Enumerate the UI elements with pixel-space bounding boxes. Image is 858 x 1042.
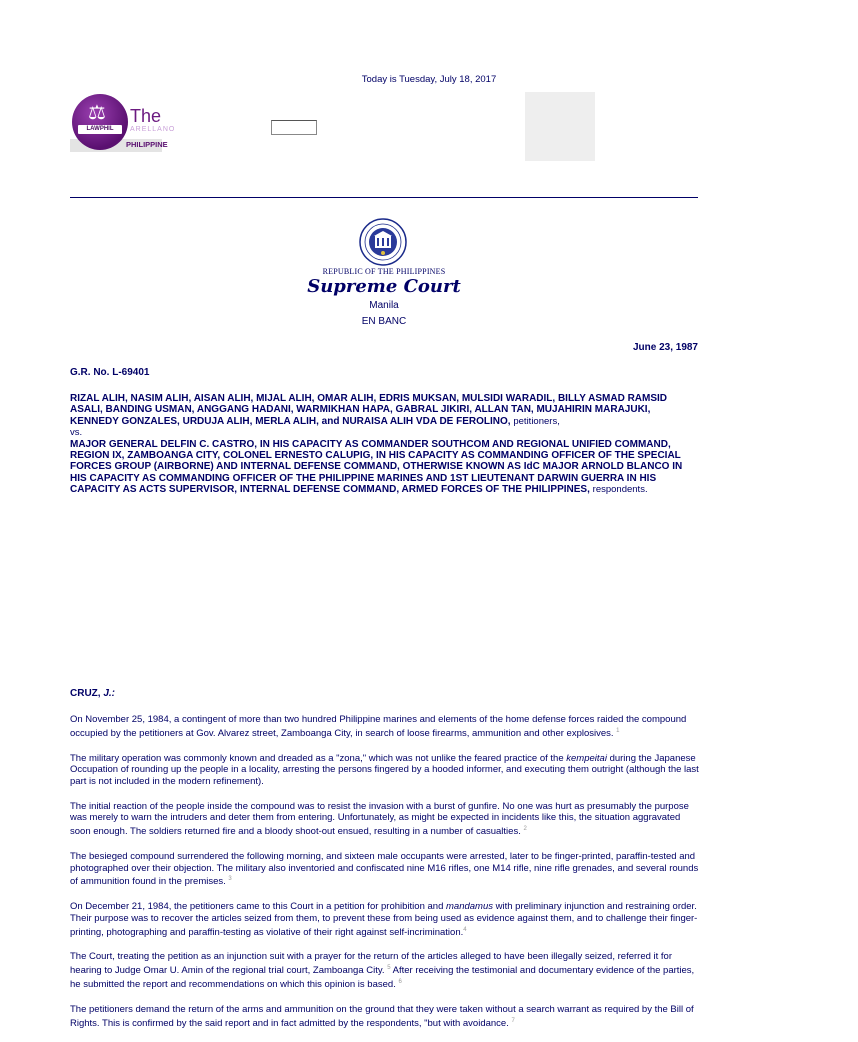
- case-parties: [70, 393, 700, 496]
- petitioners-names: RIZAL ALIH, NASIM ALIH, AISAN ALIH, MIJAL ALIH, OMAR ALIH, EDRIS MUKSAN, MULSIDI WARADIL, BILLY ASMAD RAMSID ASALI, BANDING USMAN, ANGGANG HADANI, WARMIKHAN HAPA, GABRAL JIKIRI, ALLAN TAN, MUJAHIRIN MARAJUKI, KENNEDY GONZALES, URDUJA ALIH, MERLA ALIH, and NURAISA ALIH VDA DE FEROLINO,: [70, 393, 668, 427]
- lawphil-logo[interactable]: [70, 92, 176, 154]
- logo-title: The: [130, 106, 162, 126]
- court-name: Supreme Court: [307, 276, 461, 297]
- paragraph: The military operation was commonly known and dreaded as a "zona," which was not unlike the feared practice of the kempeitai during the Japanese Occupation of rounding up the people in a locality, arresting the persons fingered by a hooded informer, and executing them outright (although the last part is not included in the modern refinement).: [70, 752, 699, 787]
- paragraph: The petitioners demand the return of the arms and ammunition on the ground that they were taken without a search warrant as required by the Bill of Rights. This is confirmed by the said report and in fact admitted by the respondents, "but with avoidance. $^7$: [70, 1003, 694, 1029]
- paragraph: The initial reaction of the people inside the compound was to resist the invasion with a burst of gunfire. No one was hurt as presumably the purpose was merely to warn the intruders and deter them from entering. Unfortunately, as might be expected in incidents like this, the situation aggravated soon enough. The soldiers returned fire and a bloody shoot-out ensued, resulting in a number of casualties. $^2$: [70, 800, 689, 838]
- division-label: EN BANC: [361, 316, 407, 327]
- footnote-link[interactable]: 6: [398, 979, 402, 986]
- case-number: G.R. No. L-69401: [70, 367, 150, 378]
- scales-of-justice-icon: ⚖: [88, 102, 106, 124]
- footnote-link[interactable]: 2: [523, 826, 527, 833]
- today-date: Today is Tuesday, July 18, 2017: [361, 74, 497, 85]
- footnote-link[interactable]: 7: [511, 1017, 515, 1024]
- footnote-link[interactable]: 4: [463, 926, 467, 933]
- search-input[interactable]: [271, 120, 317, 135]
- paragraph: The Court, treating the petition as an injunction suit with a prayer for the return of the articles alleged to have been illegally seized, referred it for hearing to Judge Omar U. Amin of the regional trial court, Zamboanga City. $^5$ After receiving the testimonial and documentary evidence of the parties, he submitted the report and recommendations on which this opinion is based. $^6$: [70, 951, 695, 991]
- ponente: CRUZ, J.:: [70, 688, 116, 699]
- logo-band: LAWPHIL: [78, 125, 122, 134]
- logo-tagline: PHILIPPINE: [126, 140, 168, 149]
- versus-label: vs.: [70, 427, 83, 439]
- logo-subtitle: ARELLANO: [130, 126, 176, 133]
- court-city: Manila: [369, 300, 399, 311]
- footnote-link[interactable]: 5: [387, 965, 391, 972]
- opinion-body: [70, 714, 700, 1042]
- decision-date: June 23, 1987: [632, 342, 698, 353]
- header-divider: [70, 197, 698, 198]
- paragraph: The besieged compound surrendered the following morning, and sixteen male occupants were arrested, later to be finger-printed, paraffin-tested and photographed over their objection. The military also inventoried and confiscated nine M16 rifles, one M14 rifle, nine rifle grenades, and several rounds of ammunition found in the premises. $^3$: [70, 850, 699, 888]
- respondents-names: MAJOR GENERAL DELFIN C. CASTRO, IN HIS CAPACITY AS COMMANDER SOUTHCOM AND REGIONAL UNIFIED COMMAND, REGION IX, ZAMBOANGA CITY, COLONEL ERNESTO CALUPIG, IN HIS CAPACITY AS COMMANDING OFFICER OF THE SPECIAL FORCES GROUP (AIRBORNE) AND INTERNAL DEFENSE COMMAND, OTHERWISE KNOWN AS IdC MAJOR ARNOLD BLANCO IN HIS CAPACITY AS COMMANDING OFFICER OF THE PHILIPPINE MARINES AND 1ST LIEUTENANT DARWIN GUERRA IN HIS CAPACITY AS ACTS SUPERVISOR, INTERNAL DEFENSE COMMAND, ARMED FORCES OF THE PHILIPPINES,: [70, 438, 683, 496]
- supreme-court-seal-icon: [359, 218, 407, 266]
- ad-placeholder: [525, 92, 595, 161]
- paragraph: On December 21, 1984, the petitioners came to this Court in a petition for prohibition and mandamus with preliminary injunction and restraining order. Their purpose was to recover the articles seized from them, to prevent these from being used as evidence against them, and to challenge their finger-printing, photographing and paraffin-testing as violative of their right against self-incrimination.$^4$: [70, 901, 698, 938]
- respondents-label: respondents.: [592, 484, 648, 496]
- republic-label: REPUBLIC OF THE PHILIPPINES: [322, 267, 446, 276]
- footnote-link[interactable]: 3: [228, 876, 232, 883]
- footnote-link[interactable]: 1: [616, 727, 620, 734]
- paragraph: On November 25, 1984, a contingent of more than two hundred Philippine marines and elements of the home defense forces raided the compound occupied by the petitioners at Gov. Alvarez street, Zamboanga City, in search of loose firearms, ammunition and other explosives. $^1$: [70, 714, 687, 739]
- petitioners-label: petitioners,: [513, 415, 560, 427]
